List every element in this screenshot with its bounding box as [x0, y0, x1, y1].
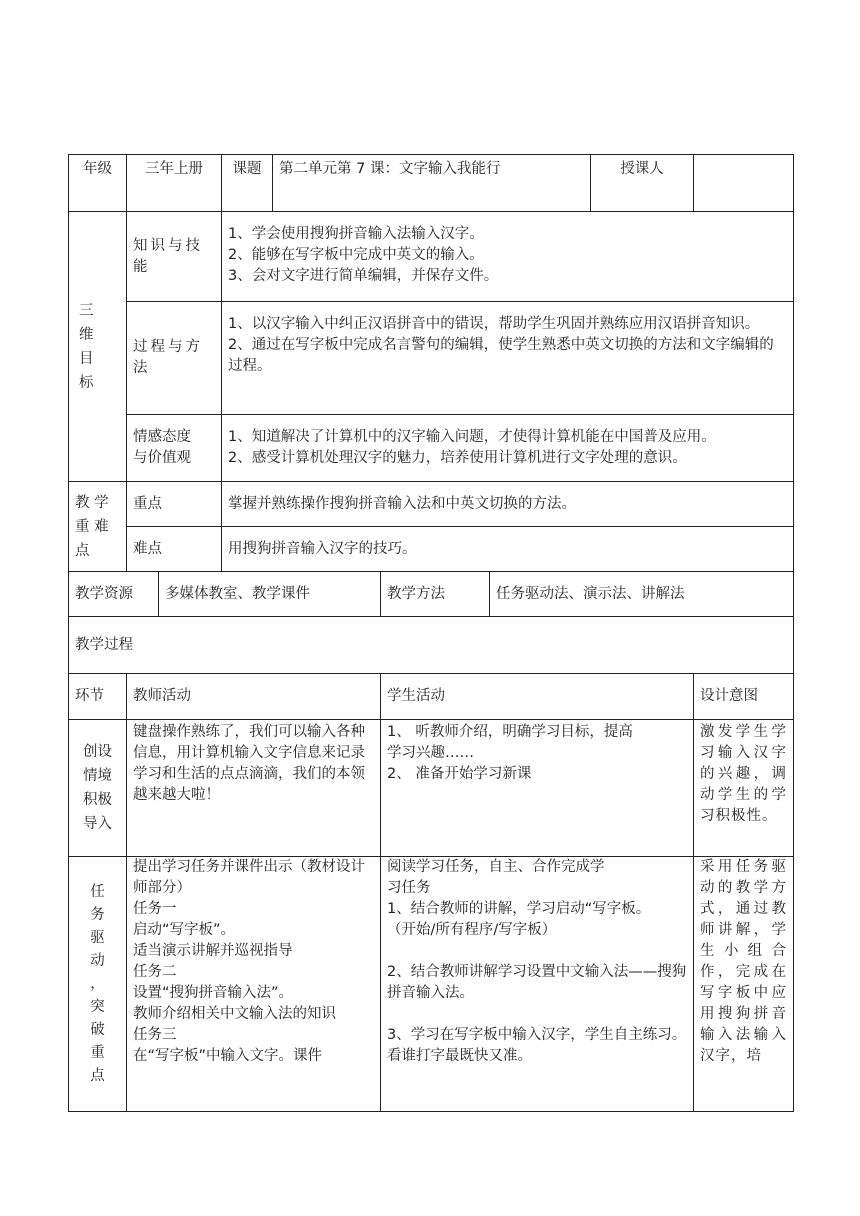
grade-value: 三年上册 [127, 155, 222, 212]
student-activity-cell: 1、 听教师介绍，明确学习目标，提高 学习兴趣…… 2、 准备开始学习新课 [381, 720, 694, 857]
focus-key-label: 重点 [127, 482, 222, 527]
focus-difficult-row [69, 527, 794, 572]
objective-process-row [69, 302, 794, 415]
focus-group-label: 教 学 重 难 点 [69, 482, 127, 572]
focus-key-row [69, 482, 794, 527]
table-row [69, 857, 794, 1112]
resources-label: 教学资源 [69, 572, 159, 617]
method-value: 任务驱动法、演示法、讲解法 [490, 572, 794, 617]
process-header-row [69, 674, 794, 720]
objective-knowledge-label: 知识与技能 [127, 212, 222, 302]
resources-row [69, 572, 794, 617]
column-student: 学生活动 [381, 674, 694, 720]
topic-value: 第二单元第 7 课：文字输入我能行 [273, 155, 591, 212]
process-title: 教学过程 [69, 617, 794, 674]
method-label: 教学方法 [381, 572, 490, 617]
objective-emotion-row [69, 415, 794, 482]
objective-process-label: 过程与方法 [127, 302, 222, 415]
design-intent-cell: 采用任务驱动的教学方式，通过教师讲解，学生小组合作，完成在写字板中应用搜狗拼音输入法输入汉字，培 [694, 857, 794, 1112]
teacher-label: 授课人 [591, 155, 694, 212]
teacher-activity-cell: 提出学习任务并课件出示（教材设计师部分） 任务一 启动“写字板”。 适当演示讲解并巡视指导 任务二 设置“搜狗拼音输入法”。 教师介绍相关中文输入法的知识 任务三 在“写字板”中输入文字。课件 [127, 857, 381, 1112]
grade-label: 年级 [69, 155, 127, 212]
objective-emotion-label: 情感态度 与价值观 [127, 415, 222, 482]
objective-emotion-content: 1、知道解决了计算机中的汉字输入问题，才使得计算机能在中国普及应用。 2、感受计算机处理汉字的魅力，培养使用计算机进行文字处理的意识。 [222, 415, 794, 482]
objective-process-content: 1、以汉字输入中纠正汉语拼音中的错误，帮助学生巩固并熟练应用汉语拼音知识。 2、通过在写字板中完成名言警句的编辑，使学生熟悉中英文切换的方法和文字编辑的过程。 [222, 302, 794, 415]
stage-cell: 创设 情境 积极 导入 [69, 720, 127, 857]
resources-value: 多媒体教室、教学课件 [159, 572, 381, 617]
column-stage: 环节 [69, 674, 127, 720]
focus-key-value: 掌握并熟练操作搜狗拼音输入法和中英文切换的方法。 [222, 482, 794, 527]
objectives-group-label: 三 维 目 标 [69, 212, 127, 482]
teacher-value [694, 155, 794, 212]
stage-cell: 任 务 驱 动 ， 突 破 重 点 [69, 857, 127, 1112]
focus-difficult-label: 难点 [127, 527, 222, 572]
lesson-plan-table [68, 154, 794, 1112]
objective-knowledge-content: 1、学会使用搜狗拼音输入法输入汉字。 2、能够在写字板中完成中英文的输入。 3、会对文字进行简单编辑，并保存文件。 [222, 212, 794, 302]
focus-difficult-value: 用搜狗拼音输入汉字的技巧。 [222, 527, 794, 572]
design-intent-cell: 激发学生学习输入汉字的兴趣，调动学生的学习积极性。 [694, 720, 794, 857]
objective-knowledge-row [69, 212, 794, 302]
header-row [69, 155, 794, 212]
column-teacher: 教师活动 [127, 674, 381, 720]
teacher-activity-cell: 键盘操作熟练了，我们可以输入各种信息，用计算机输入文字信息来记录学习和生活的点点滴滴，我们的本领越来越大啦！ [127, 720, 381, 857]
column-intent: 设计意图 [694, 674, 794, 720]
process-title-row [69, 617, 794, 674]
table-row [69, 720, 794, 857]
topic-label: 课题 [222, 155, 273, 212]
student-activity-cell: 阅读学习任务，自主、合作完成学 习任务 1、结合教师的讲解，学习启动“写字板。 （开始/所有程序/写字板） 2、结合教师讲解学习设置中文输入法——搜狗拼音输入法。 3、学习在写字板中输入汉字，学生自主练习。看谁打字最既快又准。 [381, 857, 694, 1112]
